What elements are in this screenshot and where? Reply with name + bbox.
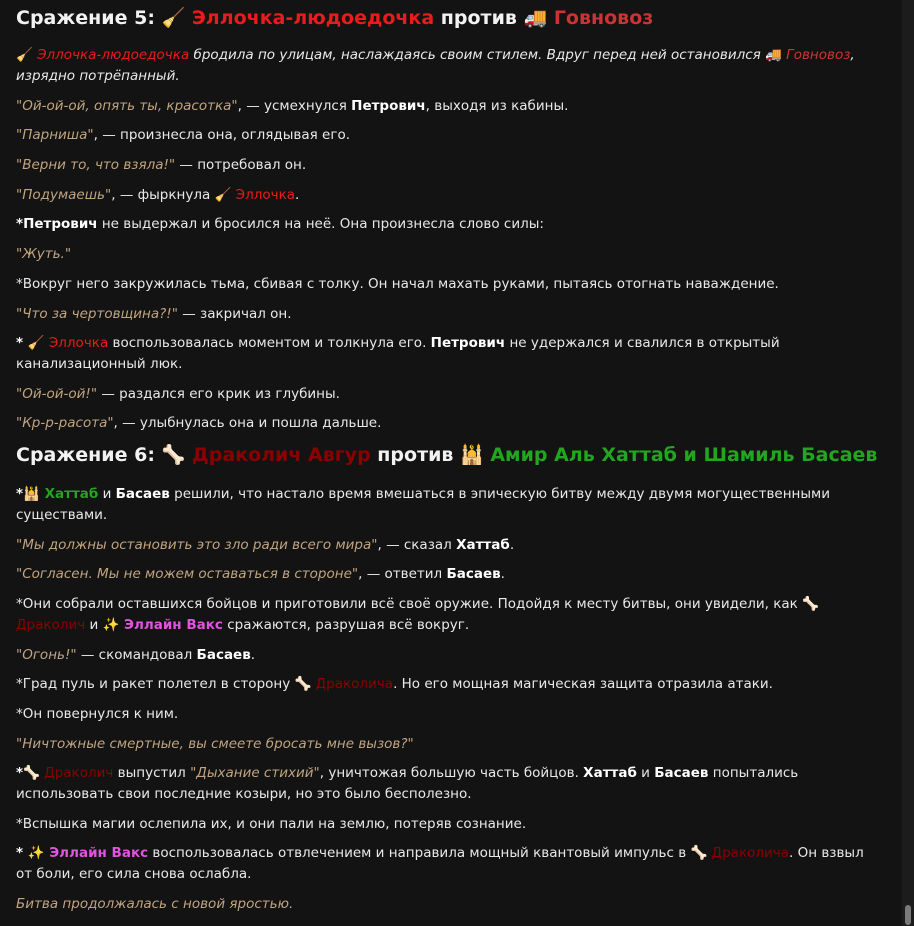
quote: "Мы должны остановить это зло ради всего мира" xyxy=(16,537,378,553)
quote: "Ой-ой-ой!" xyxy=(16,386,98,402)
broom-icon: 🧹 xyxy=(214,187,232,203)
govnovoz-name: Говновоз xyxy=(786,47,851,63)
b5-line-12 xyxy=(16,413,878,434)
b6-line-12 xyxy=(16,894,878,915)
star: * xyxy=(16,216,24,232)
text: , — улыбнулась она и пошла дальше. xyxy=(113,415,382,431)
text: выпустил xyxy=(113,765,191,781)
quote: "Жуть." xyxy=(16,246,72,262)
b5-line-8 xyxy=(16,274,878,295)
text: , — сказал xyxy=(377,537,457,553)
sparkles-icon: ✨ xyxy=(27,845,45,861)
text: *Они собрали оставшихся бойцов и приготовили всё своё оружие. Подойдя к месту битвы, они увидели, как xyxy=(16,596,803,612)
text: *Град пуль и ракет полетел в сторону xyxy=(16,676,295,692)
bone-icon: 🦴 xyxy=(690,845,708,861)
battle5-fighter1: Эллочка-людоедочка xyxy=(191,7,435,29)
text: воспользовалась моментом и толкнула его. xyxy=(108,335,431,351)
text: — потребовал он. xyxy=(175,157,307,173)
b6-line-2 xyxy=(16,535,878,556)
text: . Но его мощная магическая защита отразила атаки. xyxy=(393,676,773,692)
b5-line-1 xyxy=(16,45,878,87)
petrovich-name: Петрович xyxy=(430,335,506,351)
text: , — усмехнулся xyxy=(237,98,352,114)
b6-line-10 xyxy=(16,814,878,835)
text: . xyxy=(509,537,515,553)
text: , — фыркнула xyxy=(111,187,215,203)
b5-line-4 xyxy=(16,155,878,176)
text: решили, что настало время вмешаться в эпическую битву между двумя могущественными существами. xyxy=(16,486,830,523)
text: — закричал он. xyxy=(177,306,292,322)
basaev-name: Басаев xyxy=(446,566,501,582)
battle5-prefix: Сражение 5: xyxy=(16,7,162,29)
b6-line-7 xyxy=(16,704,878,725)
khattab-name: Хаттаб xyxy=(583,765,637,781)
battle6-fighter1: Драколич Авгур xyxy=(191,444,371,466)
text: бродила по улицам, наслаждаясь своим стилем. Вдруг перед ней остановился xyxy=(189,47,766,63)
text: не удержался и свалился в открытый канализационный люк. xyxy=(16,335,780,372)
khattab-name: Хаттаб xyxy=(456,537,510,553)
b6-line-5 xyxy=(16,645,878,666)
battle6-heading xyxy=(16,442,877,468)
broom-icon: 🧹 xyxy=(16,47,33,63)
text: , изрядно потрёпанный. xyxy=(16,47,855,84)
b6-line-8 xyxy=(16,734,878,755)
drakolich-name: Драколич xyxy=(39,765,114,781)
drakolich-name: Драколича xyxy=(707,845,790,861)
battle6-vs: против xyxy=(370,444,461,466)
petrovich-name: Петрович xyxy=(23,216,98,232)
text: и xyxy=(85,617,103,633)
b5-line-3 xyxy=(16,125,878,146)
sparkles-icon: ✨ xyxy=(102,617,120,633)
b5-line-11 xyxy=(16,384,878,405)
b5-line-6 xyxy=(16,214,878,235)
b5-line-9 xyxy=(16,304,878,325)
b6-line-6 xyxy=(16,674,878,695)
text: и xyxy=(98,486,116,502)
quote: "Подумаешь" xyxy=(16,187,112,203)
ellain-name: Эллайн Вакс xyxy=(119,617,223,633)
text: , выходя из кабины. xyxy=(425,98,569,114)
star: * xyxy=(16,335,28,351)
b6-line-1 xyxy=(16,484,878,526)
petrovich-name: Петрович xyxy=(351,98,426,114)
ellain-name: Эллайн Вакс xyxy=(44,845,149,861)
broom-icon: 🧹 xyxy=(27,335,45,351)
battle6-prefix: Сражение 6: xyxy=(16,444,162,466)
ellochka-name: Эллочка xyxy=(48,335,109,351)
battle5-fighter2: Говновоз xyxy=(553,7,654,29)
text: , — произнесла она, оглядывая его. xyxy=(93,127,350,143)
quote: "Ничтожные смертные, вы смеете бросать мне вызов?" xyxy=(16,736,414,752)
text: — скомандовал xyxy=(76,647,197,663)
text: . xyxy=(250,647,256,663)
text: не выдержал и бросился на неё. Она произнесла слово силы: xyxy=(97,216,544,232)
khattab-name: Хаттаб xyxy=(39,486,99,502)
quote: "Парниша" xyxy=(16,127,94,143)
text: , уничтожая большую часть бойцов. xyxy=(319,765,584,781)
quote: "Кр-р-расота" xyxy=(16,415,114,431)
truck-icon: 🚚 xyxy=(765,47,782,63)
star: * xyxy=(16,765,24,781)
quote: "Огонь!" xyxy=(16,647,77,663)
scrollbar[interactable] xyxy=(902,0,914,926)
quote: "Что за чертовщина?!" xyxy=(16,306,178,322)
truck-icon: 🚚 xyxy=(523,7,548,29)
ellochka-name: Эллочка-людоедочка xyxy=(37,47,190,63)
bone-icon: 🦴 xyxy=(161,444,186,466)
ellochka-name: Эллочка xyxy=(235,187,296,203)
basaev-name: Басаев xyxy=(196,647,251,663)
mosque-icon: 🕌 xyxy=(460,444,484,466)
text: , — ответил xyxy=(358,566,447,582)
broom-icon: 🧹 xyxy=(161,7,186,29)
bone-icon: 🦴 xyxy=(23,765,40,781)
bone-icon: 🦴 xyxy=(294,676,312,692)
battle5-vs: против xyxy=(434,7,524,29)
b5-line-5 xyxy=(16,185,878,206)
text: *Вокруг него закружилась тьма, сбивая с толку. Он начал махать руками, пытаясь отогнать наваждение. xyxy=(16,276,779,292)
text: . Он взвыл от боли, его сила снова ослабла. xyxy=(16,845,864,882)
text: — раздался его крик из глубины. xyxy=(97,386,340,402)
text: . xyxy=(295,187,300,203)
text: Битва продолжалась с новой яростью. xyxy=(16,896,294,912)
text: воспользовалась отвлечением и направила мощный квантовый импульс в xyxy=(148,845,691,861)
basaev-name: Басаев xyxy=(654,765,709,781)
text: *Вспышка магии ослепила их, и они пали на землю, потеряв сознание. xyxy=(16,816,527,832)
star: * xyxy=(16,486,24,502)
drakolich-name: Драколич xyxy=(16,617,86,633)
b5-line-7 xyxy=(16,244,878,265)
b5-line-2 xyxy=(16,96,878,117)
text: . xyxy=(500,566,505,582)
quote: "Согласен. Мы не можем оставаться в стороне" xyxy=(16,566,359,582)
quote: "Ой-ой-ой, опять ты, красотка" xyxy=(16,98,238,114)
b6-line-11 xyxy=(16,843,878,885)
bone-icon: 🦴 xyxy=(802,596,819,612)
scrollbar-thumb[interactable] xyxy=(905,905,911,925)
b5-line-10 xyxy=(16,333,878,375)
drakolich-name: Драколича xyxy=(311,676,394,692)
b6-line-3 xyxy=(16,564,878,585)
battle5-heading xyxy=(16,5,653,31)
text: и xyxy=(636,765,655,781)
quote: "Дыхание стихий" xyxy=(190,765,320,781)
mosque-icon: 🕌 xyxy=(23,486,40,502)
b6-line-4 xyxy=(16,594,878,636)
text: сражаются, разрушая всё вокруг. xyxy=(222,617,470,633)
b6-line-9 xyxy=(16,763,878,805)
basaev-name: Басаев xyxy=(115,486,170,502)
text: попытались использовать свои последние козыри, но это было бесполезно. xyxy=(16,765,799,802)
quote: "Верни то, что взяла!" xyxy=(16,157,176,173)
star: * xyxy=(16,845,28,861)
text: *Он повернулся к ним. xyxy=(16,706,179,722)
battle6-fighter2: Амир Аль Хаттаб и Шамиль Басаев xyxy=(490,444,878,466)
